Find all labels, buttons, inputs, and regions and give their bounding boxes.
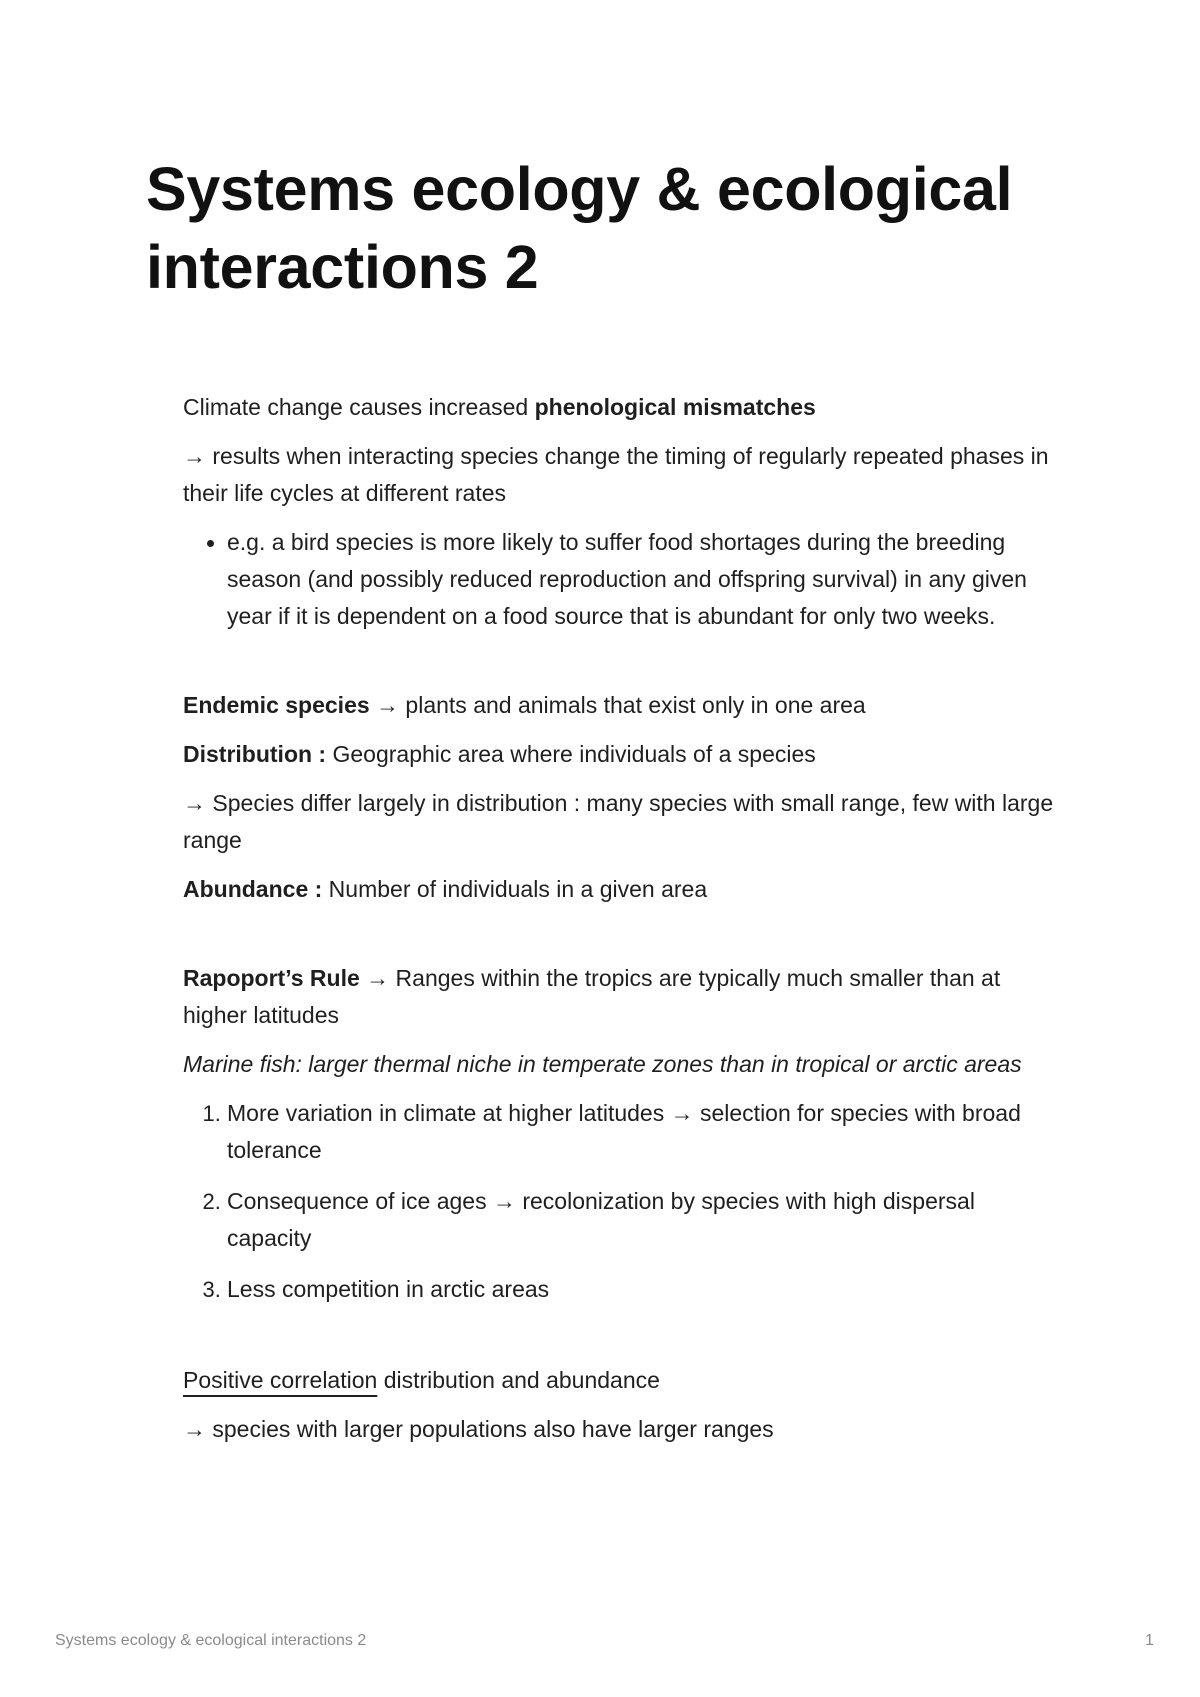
text: → Ranges within the tropics are typically much smaller than at higher latitudes	[183, 965, 1001, 1028]
paragraph-correlation-note: → species with larger populations also have larger ranges	[183, 1416, 774, 1442]
bold-term: Distribution :	[183, 741, 327, 767]
spacer	[183, 1322, 1063, 1362]
text: Climate change causes increased	[183, 394, 535, 420]
spacer	[183, 920, 1063, 960]
paragraph-distribution	[183, 736, 1063, 773]
paragraph-rapoport	[183, 960, 1063, 1034]
underlined-term: Positive correlation	[183, 1367, 378, 1393]
paragraph-marine-fish	[183, 1046, 1063, 1083]
numbered-list	[183, 1095, 1063, 1308]
paragraph-mismatch-definition: → results when interacting species change the timing of regularly repeated phases in their life cycles at different rates	[183, 443, 1049, 506]
text: Geographic area where individuals of a species	[326, 741, 816, 767]
text: → plants and animals that exist only in one area	[369, 692, 866, 718]
page-title: Systems ecology & ecological interactions 2	[146, 155, 1013, 301]
paragraph-abundance	[183, 871, 1063, 908]
italic-note: Marine fish: larger thermal niche in temperate zones than in tropical or arctic areas	[183, 1051, 1022, 1077]
text: Number of individuals in a given area	[322, 876, 708, 902]
page-number: 1	[1145, 1632, 1154, 1649]
spacer	[183, 647, 1063, 687]
list-item: 1. More variation in climate at higher latitudes → selection for species with broad tolerance	[227, 1095, 1063, 1169]
bold-term: Rapoport’s Rule	[183, 965, 367, 991]
list-item: 2. Consequence of ice ages → recolonization by species with high dispersal capacity	[227, 1183, 1063, 1257]
bold-term: phenological mismatches	[534, 394, 816, 420]
bold-term: Endemic species	[183, 692, 370, 718]
list-item: • e.g. a bird species is more likely to suffer food shortages during the breeding season (and possibly reduced reproduction and offspring survival) in any given year if it is dependent on a food source that is abundant for only two weeks.	[227, 524, 1063, 635]
paragraph-positive-correlation	[183, 1362, 1063, 1399]
list-item: 3. Less competition in arctic areas	[227, 1271, 1063, 1308]
paragraph-distribution-note: → Species differ largely in distribution : many species with small range, few with large range	[183, 790, 1054, 853]
footer-title: Systems ecology & ecological interactions 2	[55, 1632, 367, 1649]
paragraph-endemic	[183, 687, 1063, 724]
text: distribution and abundance	[377, 1367, 660, 1393]
document-body	[183, 389, 1063, 1460]
bullet-list	[183, 524, 1063, 635]
bold-term: Abundance :	[183, 876, 323, 902]
paragraph-climate-change	[183, 389, 1063, 426]
